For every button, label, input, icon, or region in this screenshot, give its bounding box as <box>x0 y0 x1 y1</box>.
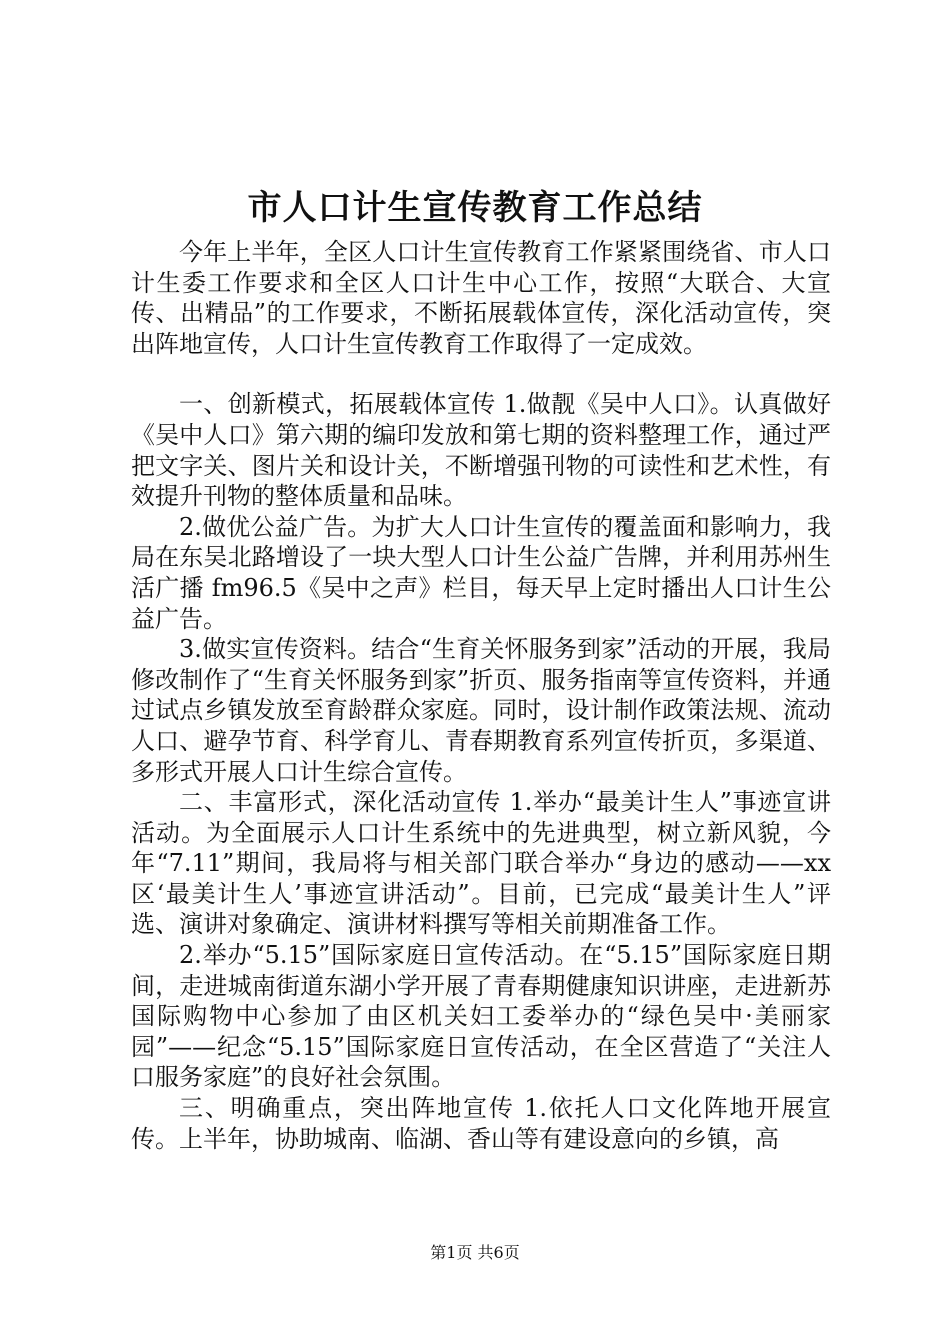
document-title: 市人口计生宣传教育工作总结 <box>247 188 703 228</box>
section-1-paragraph: 一、创新模式，拓展载体宣传 1.做靓《吴中人口》。认真做好《吴中人口》第六期的编印发放和第七期的资料整理工作，通过严把文字关、图片关和设计关，不断增强刊物的可读性和艺术性，有效提升刊物的整体质量和品味。 <box>131 390 831 511</box>
section-2-paragraph: 二、丰富形式，深化活动宣传 1.举办“最美计生人”事迹宣讲活动。为全面展示人口计生系统中的先进典型，树立新风貌，今年“7.11”期间，我局将与相关部门联合举办“身边的感动——xx区‘最美计生人’事迹宣讲活动”。目前，已完成“最美计生人”评选、演讲对象确定、演讲材料撰写等相关前期准备工作。 <box>131 788 831 939</box>
section-1-item-3-paragraph: 3.做实宣传资料。结合“生育关怀服务到家”活动的开展，我局修改制作了“生育关怀服务到家”折页、服务指南等宣传资料，并通过试点乡镇发放至育龄群众家庭。同时，设计制作政策法规、流动人口、避孕节育、科学育儿、青春期教育系列宣传折页，多渠道、多形式开展人口计生综合宣传。 <box>131 635 831 786</box>
section-3-paragraph: 三、明确重点，突出阵地宣传 1.依托人口文化阵地开展宣传。上半年，协助城南、临湖、香山等有建设意向的乡镇，高 <box>131 1094 831 1153</box>
page-footer: 第1页 共6页 <box>430 1243 520 1262</box>
section-2-item-2-paragraph: 2.举办“5.15”国际家庭日宣传活动。在“5.15”国际家庭日期间，走进城南街道东湖小学开展了青春期健康知识讲座，走进新苏国际购物中心参加了由区机关妇工委举办的“绿色吴中·美丽家园”——纪念“5.15”国际家庭日宣传活动，在全区营造了“关注人口服务家庭”的良好社会氛围。 <box>131 941 831 1092</box>
intro-paragraph: 今年上半年，全区人口计生宣传教育工作紧紧围绕省、市人口计生委工作要求和全区人口计生中心工作，按照“大联合、大宣传、出精品”的工作要求，不断拓展载体宣传，深化活动宣传，突出阵地宣传，人口计生宣传教育工作取得了一定成效。 <box>131 238 831 358</box>
document-body <box>131 237 831 1154</box>
section-1-item-2-paragraph: 2.做优公益广告。为扩大人口计生宣传的覆盖面和影响力，我局在东吴北路增设了一块大型人口计生公益广告牌，并利用苏州生活广播 fm96.5《吴中之声》栏目，每天早上定时播出人口计生公益广告。 <box>131 512 831 633</box>
